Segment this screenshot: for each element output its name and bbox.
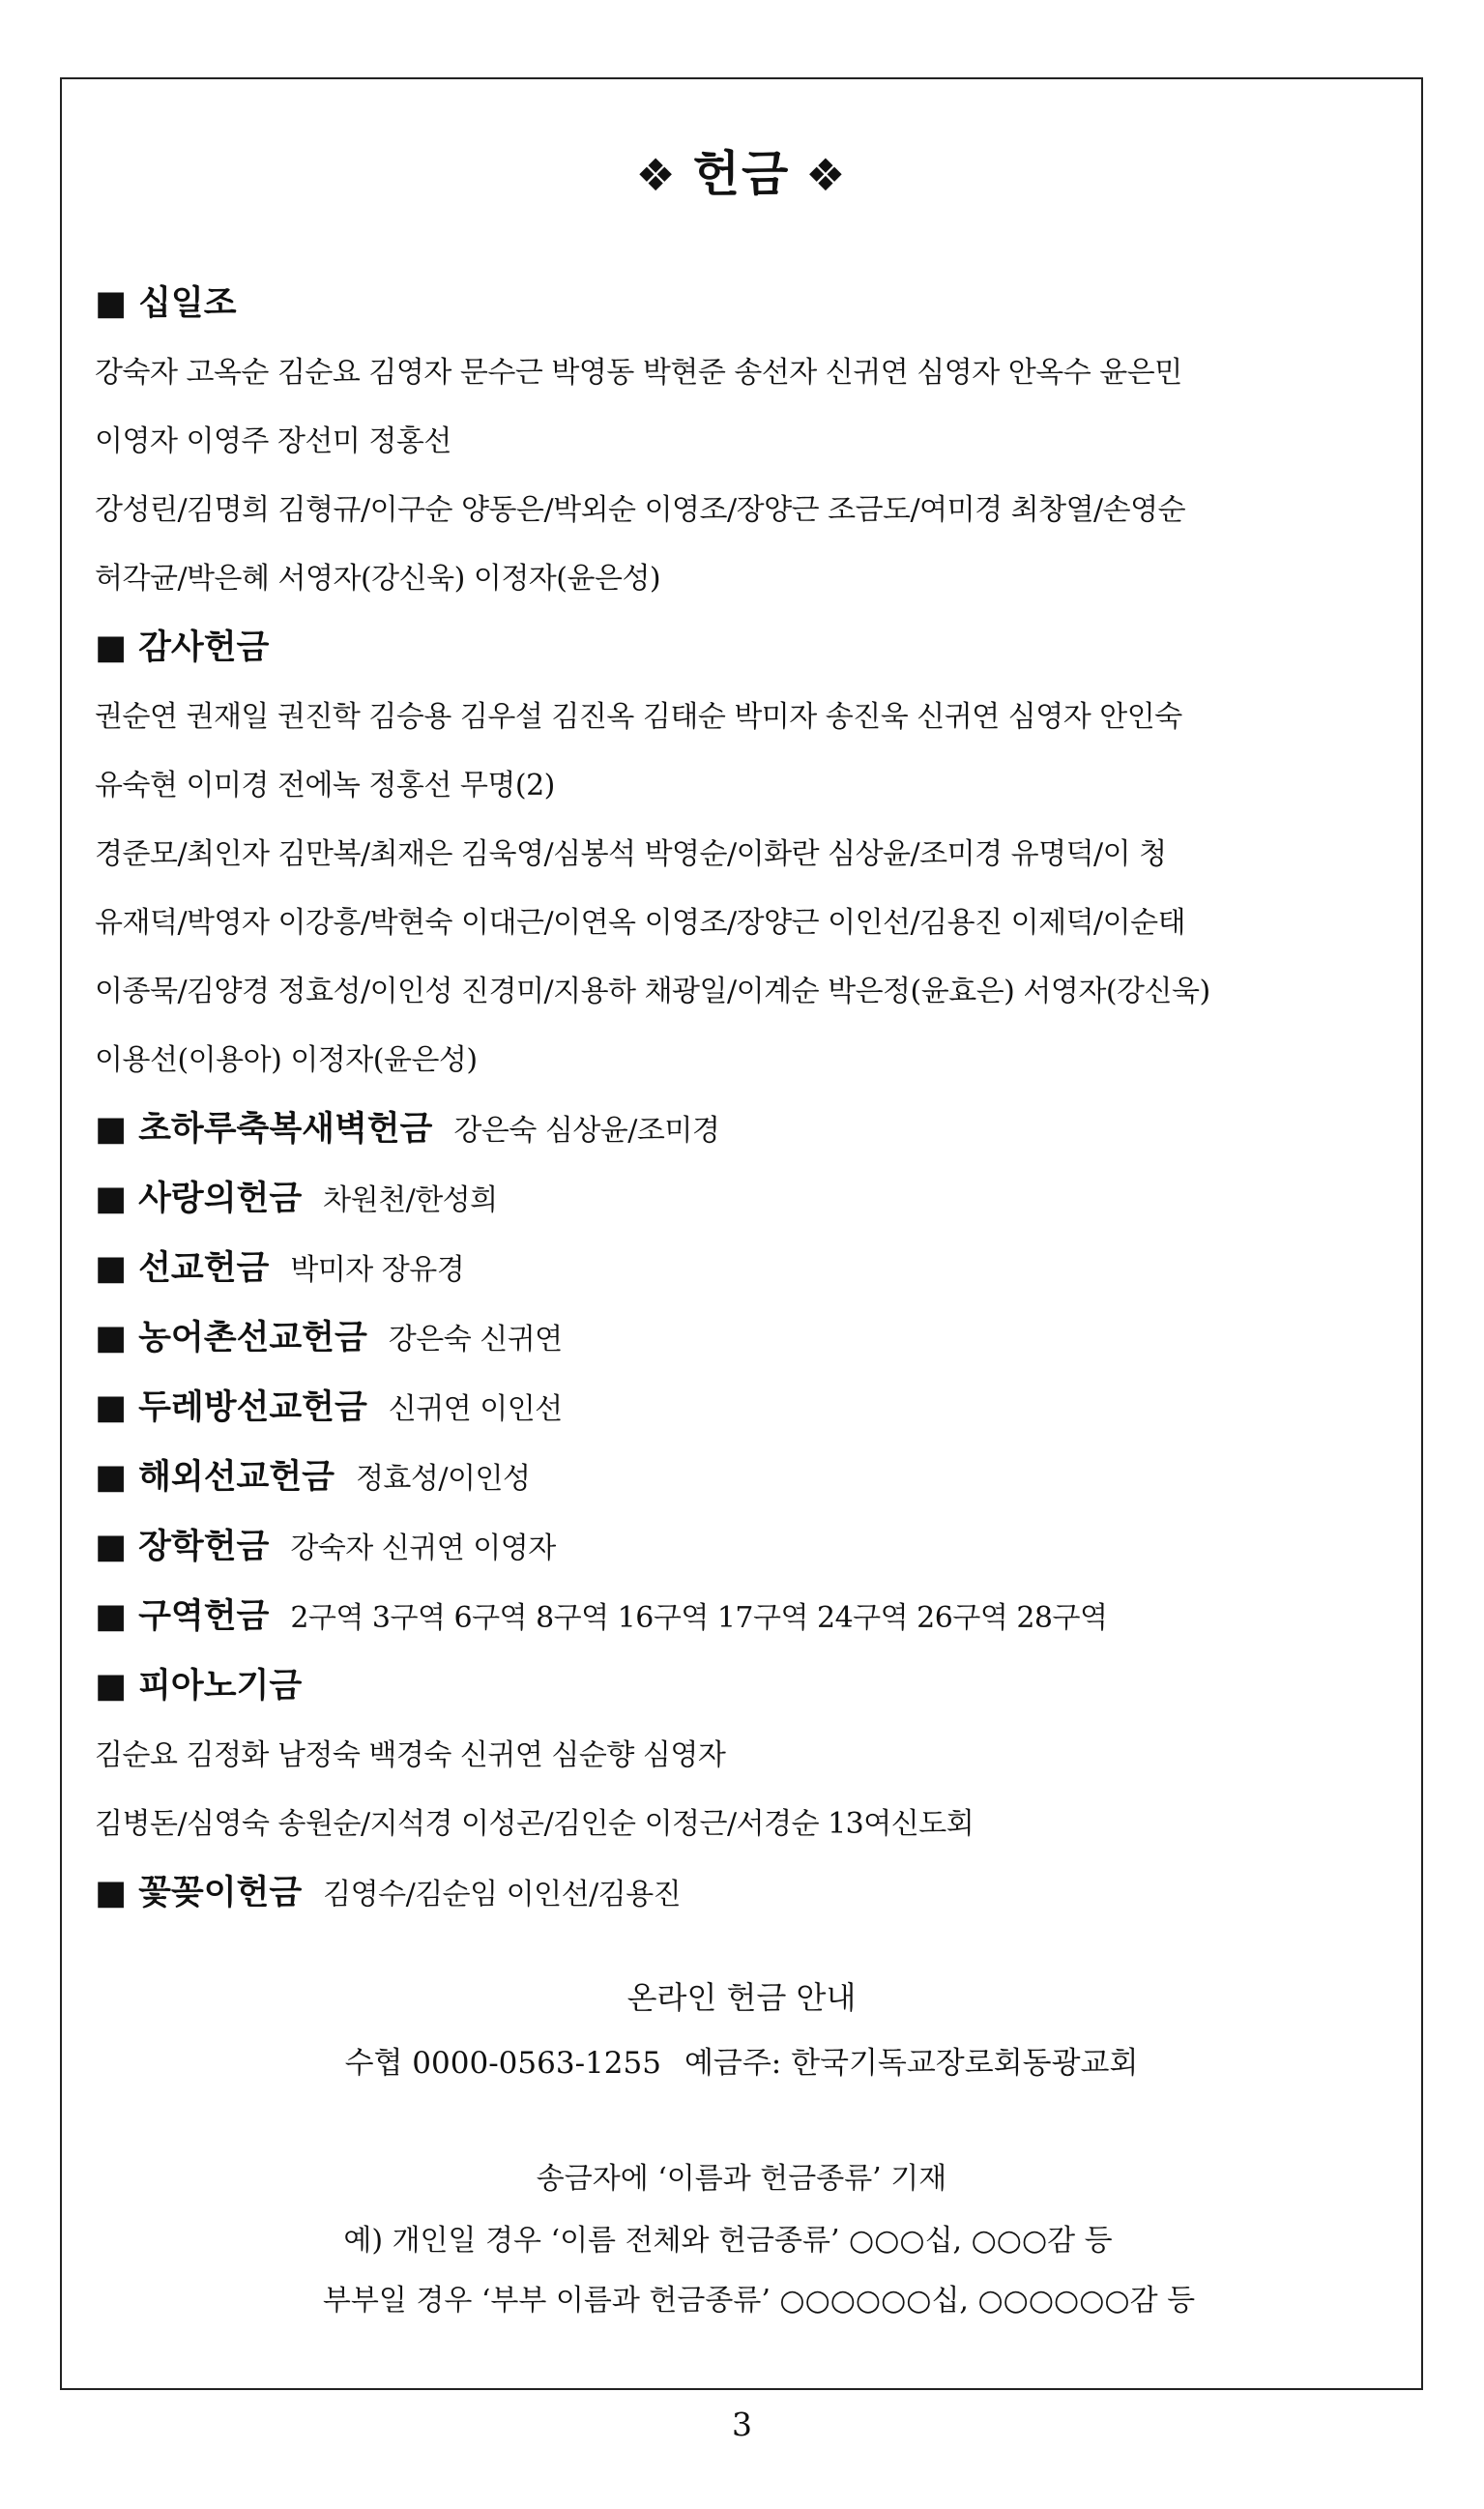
section-names: 정효성/이인성 bbox=[355, 1462, 531, 1496]
square-bullet-icon: ■ bbox=[95, 1528, 128, 1566]
page-number: 3 bbox=[732, 2406, 752, 2443]
square-bullet-icon: ■ bbox=[95, 1667, 128, 1706]
section-label: 꽃꽂이헌금 bbox=[138, 1874, 303, 1912]
square-bullet-icon: ■ bbox=[95, 1874, 128, 1912]
section-label: 장학헌금 bbox=[138, 1528, 270, 1566]
section-durebang-mission-offering bbox=[95, 1373, 1392, 1443]
page-title bbox=[62, 135, 1421, 205]
thanks-names-line: 유재덕/박영자 이강흥/박현숙 이대근/이연옥 이영조/장양근 이인선/김용진 이제덕/이순태 bbox=[95, 906, 1186, 940]
thanks-names-line: 경준모/최인자 김만복/최재은 김욱영/심봉석 박영순/이화란 심상윤/조미경 유명덕/이 청 bbox=[95, 837, 1167, 871]
diamond-ornament-icon: ❖ bbox=[805, 149, 848, 201]
piano-fund-names-line: 김순요 김정화 남정숙 백경숙 신귀연 심순향 심영자 bbox=[95, 1738, 726, 1772]
section-love-offering bbox=[95, 1164, 1392, 1234]
thanks-names-line: 이종묵/김양경 정효성/이인성 진경미/지용하 채광일/이계순 박은정(윤효은) 서영자(강신욱) bbox=[95, 975, 1210, 1008]
section-label: 해외선교헌금 bbox=[138, 1458, 335, 1497]
tithe-names-line: 강성린/김명희 김형규/이구순 양동은/박외순 이영조/장양근 조금도/여미경 최창열/손영순 bbox=[95, 493, 1186, 527]
section-names: 강숙자 신귀연 이영자 bbox=[290, 1532, 556, 1565]
square-bullet-icon: ■ bbox=[95, 1597, 128, 1636]
section-label: 십일조 bbox=[138, 284, 237, 323]
section-label: 감사헌금 bbox=[138, 628, 270, 667]
section-heading-tithe bbox=[95, 269, 1392, 338]
section-names: 신귀연 이인선 bbox=[388, 1392, 563, 1426]
section-label: 농어촌선교헌금 bbox=[138, 1319, 367, 1357]
section-label: 사랑의헌금 bbox=[138, 1180, 303, 1218]
square-bullet-icon: ■ bbox=[95, 1458, 128, 1497]
section-names: 김영수/김순임 이인선/김용진 bbox=[323, 1878, 682, 1911]
piano-fund-names-line: 김병돈/심영숙 송원순/지석경 이성곤/김인순 이정근/서경순 13여신도회 bbox=[95, 1807, 975, 1841]
page-title-text: 헌금 bbox=[692, 146, 791, 202]
thanks-names-line: 권순연 권재일 권진학 김승용 김우설 김진옥 김태순 박미자 송진욱 신귀연 심영자 안인숙 bbox=[95, 700, 1182, 734]
bank-account-number: 수협 0000-0563-1255 bbox=[344, 2046, 661, 2081]
online-offering-info bbox=[62, 1965, 1421, 2096]
square-bullet-icon: ■ bbox=[95, 1249, 128, 1288]
square-bullet-icon: ■ bbox=[95, 1110, 128, 1149]
square-bullet-icon: ■ bbox=[95, 1388, 128, 1427]
online-offering-heading: 온라인 헌금 안내 bbox=[626, 1979, 857, 2016]
section-heading-thanks bbox=[95, 613, 1392, 683]
section-names: 강은숙 신귀연 bbox=[388, 1323, 563, 1357]
offering-page-frame bbox=[60, 77, 1423, 2390]
section-names: 2구역 3구역 6구역 8구역 16구역 17구역 24구역 26구역 28구역 bbox=[290, 1601, 1108, 1635]
tithe-names-line: 강숙자 고옥순 김순요 김영자 문수근 박영동 박현준 송선자 신귀연 심영자 안옥수 윤은민 bbox=[95, 356, 1182, 390]
tithe-names-line: 이영자 이영주 장선미 정홍선 bbox=[95, 424, 451, 458]
section-names: 박미자 장유경 bbox=[290, 1253, 465, 1287]
section-label: 구역헌금 bbox=[138, 1597, 270, 1636]
section-district-offering bbox=[95, 1582, 1392, 1651]
section-names: 차원천/한성희 bbox=[323, 1183, 498, 1217]
square-bullet-icon: ■ bbox=[95, 628, 128, 667]
section-overseas-mission-offering bbox=[95, 1443, 1392, 1512]
remittance-example-couple: 부부일 경우 ‘부부 이름과 헌금종류’ ○○○○○○십, ○○○○○○감 등 bbox=[322, 2284, 1196, 2318]
section-names: 강은숙 심상윤/조미경 bbox=[453, 1114, 720, 1148]
section-rural-mission-offering bbox=[95, 1303, 1392, 1373]
offering-list bbox=[95, 269, 1392, 1928]
section-dawn-offering bbox=[95, 1094, 1392, 1164]
section-mission-offering bbox=[95, 1234, 1392, 1303]
thanks-names-line: 유숙현 이미경 전에녹 정홍선 무명(2) bbox=[95, 769, 555, 802]
square-bullet-icon: ■ bbox=[95, 284, 128, 323]
remittance-note: 송금자에 ‘이름과 헌금종류’ 기재 bbox=[536, 2162, 947, 2196]
square-bullet-icon: ■ bbox=[95, 1180, 128, 1218]
tithe-names-line: 허각균/박은혜 서영자(강신욱) 이정자(윤은성) bbox=[95, 562, 661, 596]
account-holder: 예금주: 한국기독교장로회동광교회 bbox=[684, 2046, 1139, 2081]
diamond-ornament-icon: ❖ bbox=[635, 149, 678, 201]
thanks-names-line: 이용선(이용아) 이정자(윤은성) bbox=[95, 1043, 478, 1077]
section-label: 두레방선교헌금 bbox=[138, 1388, 367, 1427]
section-label: 선교헌금 bbox=[138, 1249, 270, 1288]
section-scholarship-offering bbox=[95, 1512, 1392, 1582]
section-heading-piano-fund bbox=[95, 1651, 1392, 1721]
square-bullet-icon: ■ bbox=[95, 1319, 128, 1357]
remittance-example-individual: 예) 개인일 경우 ‘이름 전체와 헌금종류’ ○○○십, ○○○감 등 bbox=[343, 2224, 1113, 2258]
section-label: 피아노기금 bbox=[138, 1667, 303, 1706]
section-label: 초하루축복새벽헌금 bbox=[138, 1110, 433, 1149]
bank-account-line bbox=[62, 2030, 1421, 2096]
section-flower-offering bbox=[95, 1858, 1392, 1928]
